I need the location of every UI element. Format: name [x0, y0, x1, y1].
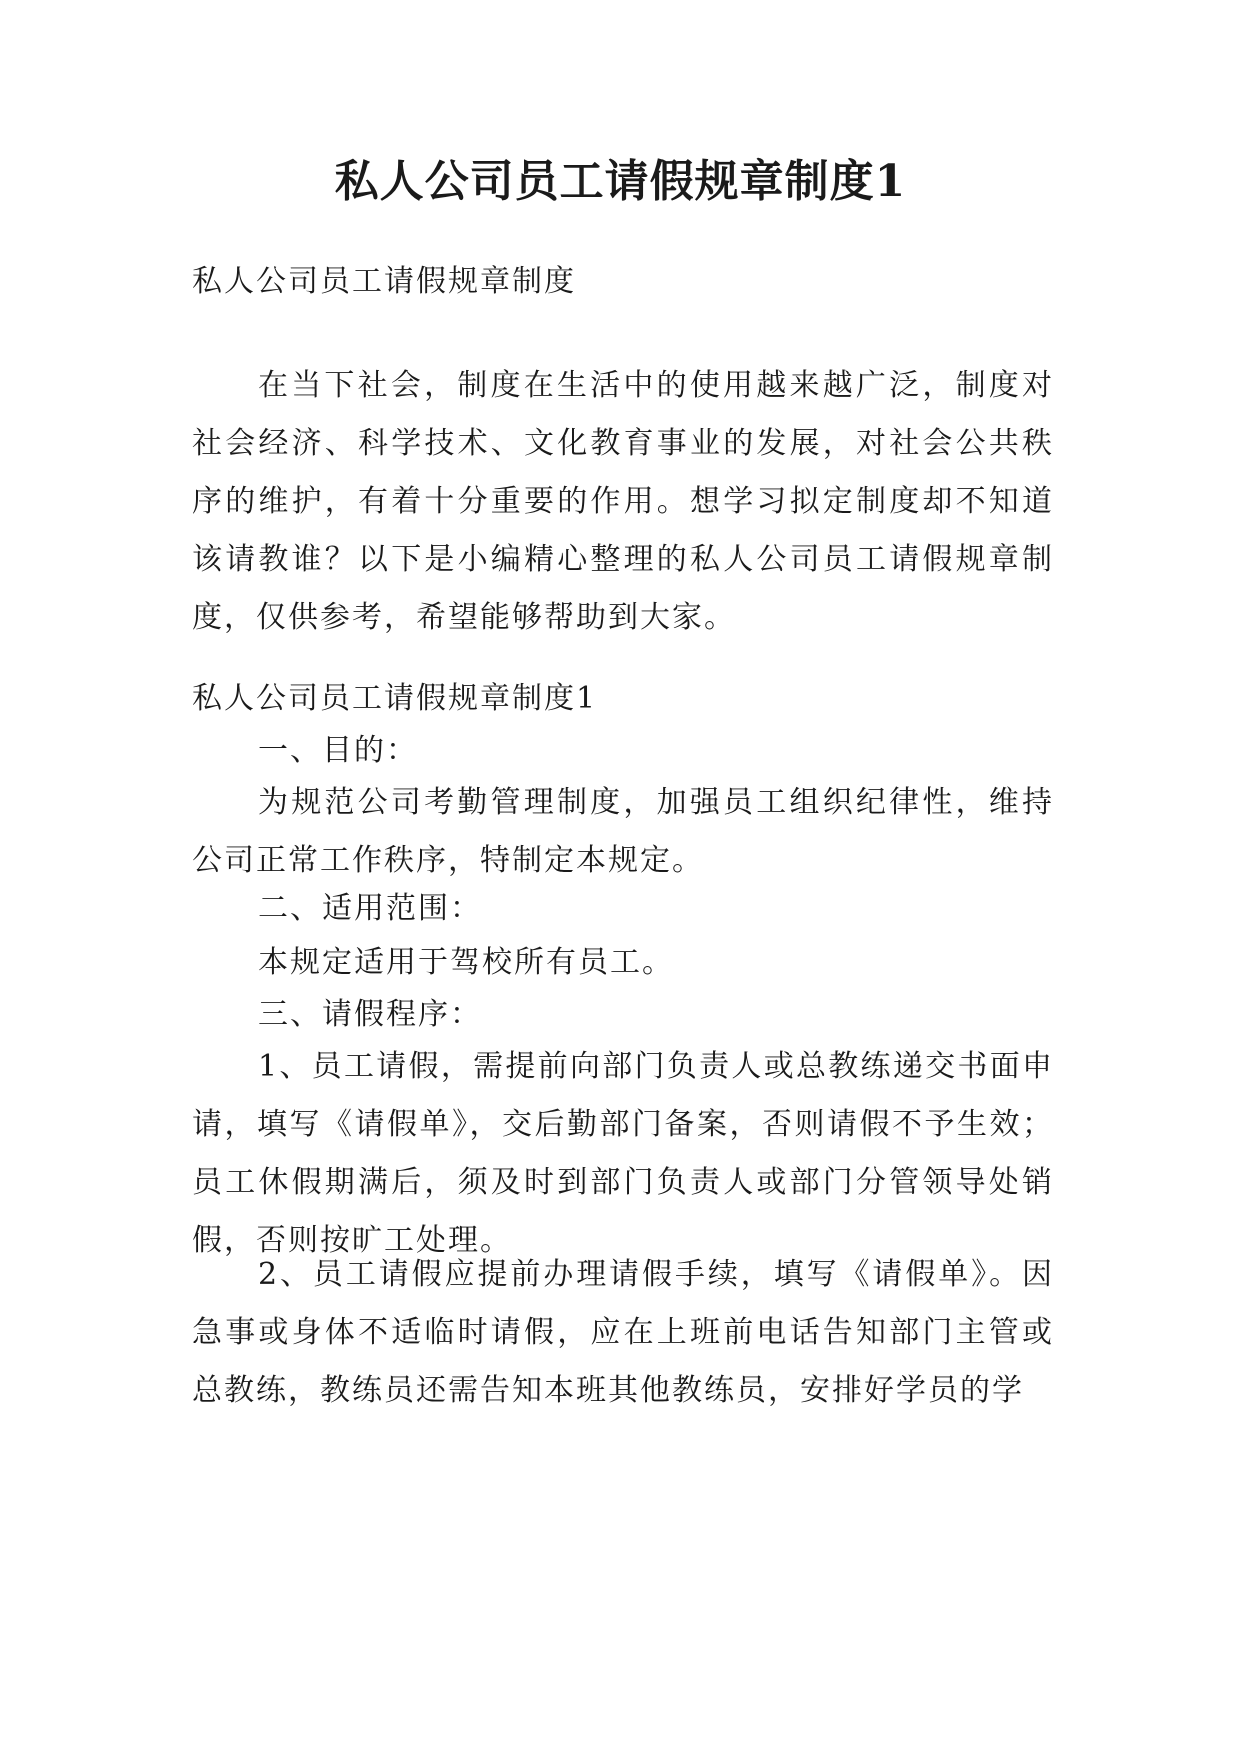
purpose-heading: 一、目的： — [258, 733, 418, 768]
scope-paragraph: 本规定适用于驾校所有员工。 — [258, 945, 674, 980]
intro-paragraph: 在当下社会，制度在生活中的使用越来越广泛，制度对社会经济、科学技术、文化教育事业的发展，对社会公共秩序的维护，有着十分重要的作用。想学习拟定制度却不知道该请教谁？以下是小编精心整理的私人公司员工请假规章制度，仅供参考，希望能够帮助到大家。 — [192, 368, 1054, 635]
procedure-item-2: 2、员工请假应提前办理请假手续，填写《请假单》。因急事或身体不适临时请假，应在上班前电话告知部门主管或总教练，教练员还需告知本班其他教练员，安排好学员的学 — [192, 1257, 1054, 1408]
document-title: 私人公司员工请假规章制度1 — [334, 156, 907, 207]
section-title: 私人公司员工请假规章制度1 — [192, 681, 598, 716]
purpose-paragraph: 为规范公司考勤管理制度，加强员工组织纪律性，维持公司正常工作秩序，特制定本规定。 — [192, 785, 1054, 878]
procedure-heading: 三、请假程序： — [258, 997, 482, 1032]
document-subtitle: 私人公司员工请假规章制度 — [192, 264, 576, 299]
procedure-item-1: 1、员工请假，需提前向部门负责人或总教练递交书面申请，填写《请假单》，交后勤部门备案，否则请假不予生效；员工休假期满后，须及时到部门负责人或部门分管领导处销假，否则按旷工处理。 — [192, 1049, 1054, 1258]
scope-heading: 二、适用范围： — [258, 891, 482, 926]
